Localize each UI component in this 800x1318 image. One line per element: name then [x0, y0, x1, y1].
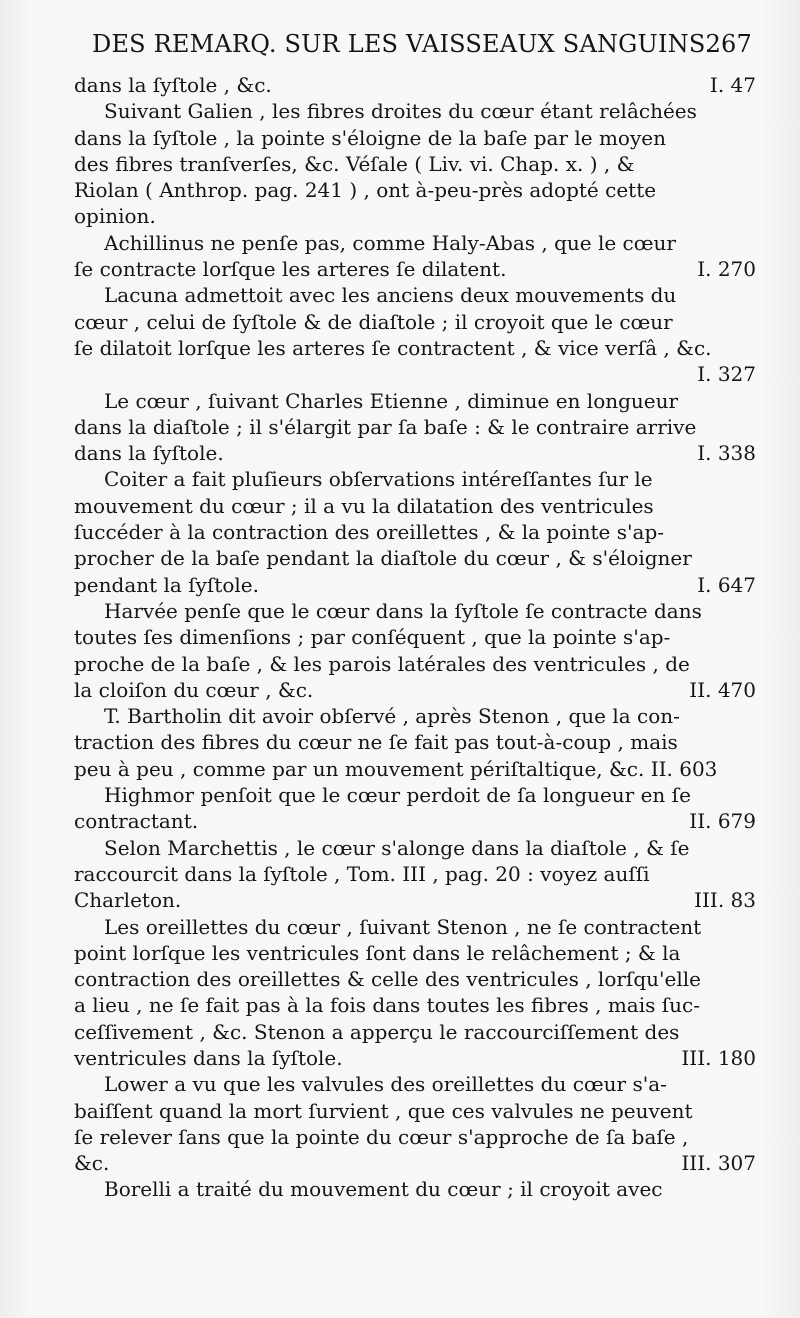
volume-page-reference: III. 180: [681, 1045, 756, 1070]
text-line: [74, 914, 756, 940]
text-line: [74, 624, 756, 650]
line-text: ſe contracte lorſque les arteres ſe dilatent.: [74, 257, 507, 282]
text-line: [74, 1098, 756, 1124]
text-line: [74, 519, 756, 545]
line-text: Achillinus ne penſe pas, comme Haly-Abas , que le cœur: [104, 230, 676, 255]
volume-page-reference: III. 83: [694, 888, 756, 913]
text-line: [74, 203, 756, 229]
line-text: Highmor penſoit que le cœur perdoit de ſa longueur en ſe: [104, 783, 691, 808]
line-text: cœur , celui de ſyſtole & de diaſtole ; il croyoit que le cœur: [74, 309, 673, 334]
line-text: Charleton.: [74, 888, 182, 913]
line-text: contractant.: [74, 809, 199, 834]
text-line: [74, 282, 756, 308]
line-text: raccourcit dans la ſyſtole , Tom. III , pag. 20 : voyez auſſi: [74, 861, 650, 886]
text-line: [74, 887, 756, 913]
text-line: [74, 992, 756, 1018]
line-text: Selon Marchettis , le cœur s'alonge dans la diaſtole , & ſe: [104, 835, 690, 860]
text-line: [74, 1019, 756, 1045]
line-text: Lower a vu que les valvules des oreillettes du cœur s'a-: [104, 1072, 667, 1097]
line-text: dans la ſyſtole.: [74, 441, 224, 466]
line-text: dans la ſyſtole , &c.: [74, 73, 272, 97]
text-line: [74, 572, 756, 598]
text-line: [74, 966, 756, 992]
line-text: procher de la baſe pendant la diaſtole du cœur , & s'éloigner: [74, 546, 692, 571]
line-text: Suivant Galien , les fibres droites du cœur étant relâchées: [104, 99, 697, 124]
line-text: ſuccéder à la contraction des oreillettes , & la pointe s'ap-: [74, 520, 664, 545]
text-line: [74, 782, 756, 808]
text-line: [74, 230, 756, 256]
line-text: traction des fibres du cœur ne ſe fait pas tout-à-coup , mais: [74, 730, 678, 755]
text-line: [74, 861, 756, 887]
line-text: toutes ſes dimenſions ; par conſéquent , que la pointe s'ap-: [74, 625, 671, 650]
running-header: [92, 30, 752, 70]
text-line: [74, 729, 756, 755]
page-number: 267: [705, 30, 752, 58]
line-text: proche de la baſe , & les parois latérales des ventricules , de: [74, 651, 690, 676]
line-text: la cloiſon du cœur , &c.: [74, 677, 314, 702]
header-title: DES REMARQ. SUR LES VAISSEAUX SANGUINS.: [92, 30, 713, 58]
line-text: &c.: [74, 1151, 110, 1176]
line-text: Le cœur , ſuivant Charles Etienne , diminue en longueur: [104, 388, 679, 413]
line-text: contraction des oreillettes & celle des ventricules , lorſqu'elle: [74, 967, 701, 992]
text-line: [74, 177, 756, 203]
line-text: des fibres tranſverſes, &c. Véſale ( Liv. vi. Chap. x. ) , &: [74, 151, 635, 176]
text-line: [74, 703, 756, 729]
text-line: [74, 361, 756, 387]
line-text: ſe relever ſans que la pointe du cœur s'approche de ſa baſe ,: [74, 1124, 689, 1149]
line-text: a lieu , ne ſe fait pas à la fois dans toutes les fibres , mais ſuc-: [74, 993, 700, 1018]
text-line: [74, 598, 756, 624]
volume-page-reference: I. 270: [697, 257, 756, 282]
line-text: ventricules dans la ſyſtole.: [74, 1045, 343, 1070]
line-text: baiſſent quand la mort ſurvient , que ces valvules ne peuvent: [74, 1098, 693, 1123]
text-line: [74, 72, 756, 98]
volume-page-reference: I. 327: [697, 362, 756, 387]
text-line: [74, 466, 756, 492]
line-text: ſe dilatoit lorſque les arteres ſe contractent , & vice verſâ , &c.: [74, 335, 712, 360]
line-text: dans la diaſtole ; il s'élargit par ſa baſe : & le contraire arrive: [74, 414, 697, 439]
line-text: point lorſque les ventricules ſont dans le relâchement ; & la: [74, 940, 681, 965]
text-line: [74, 388, 756, 414]
text-line: [74, 256, 756, 282]
volume-page-reference: II. 679: [689, 809, 756, 834]
line-text: Borelli a traité du mouvement du cœur ; il croyoit avec: [104, 1177, 663, 1202]
line-text: mouvement du cœur ; il a vu la dilatation des ventricules: [74, 493, 654, 518]
line-text: Coiter a fait pluſieurs obſervations intéreſſantes ſur le: [104, 467, 653, 492]
text-line: [74, 1071, 756, 1097]
text-line: [74, 1176, 756, 1202]
text-line: [74, 940, 756, 966]
line-text: Lacuna admettoit avec les anciens deux mouvements du: [104, 283, 677, 308]
text-line: [74, 835, 756, 861]
text-line: [74, 1045, 756, 1071]
line-text: Riolan ( Anthrop. pag. 241 ) , ont à-peu-près adopté cette: [74, 178, 657, 203]
line-text: T. Bartholin dit avoir obſervé , après Stenon , que la con-: [104, 704, 680, 729]
text-line: [74, 677, 756, 703]
text-line: [74, 125, 756, 151]
volume-page-reference: II. 470: [689, 677, 756, 702]
line-text: opinion.: [74, 204, 156, 229]
line-text: dans la ſyſtole , la pointe s'éloigne de la baſe par le moyen: [74, 125, 666, 150]
text-line: [74, 756, 756, 782]
body-text: [74, 72, 756, 1203]
text-line: [74, 545, 756, 571]
volume-page-reference: I. 47: [709, 73, 756, 97]
text-line: [74, 335, 756, 361]
text-line: [74, 309, 756, 335]
volume-page-reference: I. 338: [697, 441, 756, 466]
line-text: peu à peu , comme par un mouvement périſtaltique, &c. II. 603: [74, 756, 718, 781]
line-text: Harvée penſe que le cœur dans la ſyſtole ſe contracte dans: [104, 598, 702, 623]
text-line: [74, 1150, 756, 1176]
text-line: [74, 651, 756, 677]
text-line: [74, 151, 756, 177]
volume-page-reference: III. 307: [681, 1151, 756, 1176]
line-text: Les oreillettes du cœur , ſuivant Stenon , ne ſe contractent: [104, 914, 702, 939]
line-text: ceſſivement , &c. Stenon a apperçu le raccourciſſement des: [74, 1019, 680, 1044]
text-line: [74, 440, 756, 466]
text-line: [74, 808, 756, 834]
text-line: [74, 1124, 756, 1150]
text-line: [74, 414, 756, 440]
text-line: [74, 493, 756, 519]
volume-page-reference: I. 647: [697, 572, 756, 597]
line-text: pendant la ſyſtole.: [74, 572, 259, 597]
text-line: [74, 98, 756, 124]
